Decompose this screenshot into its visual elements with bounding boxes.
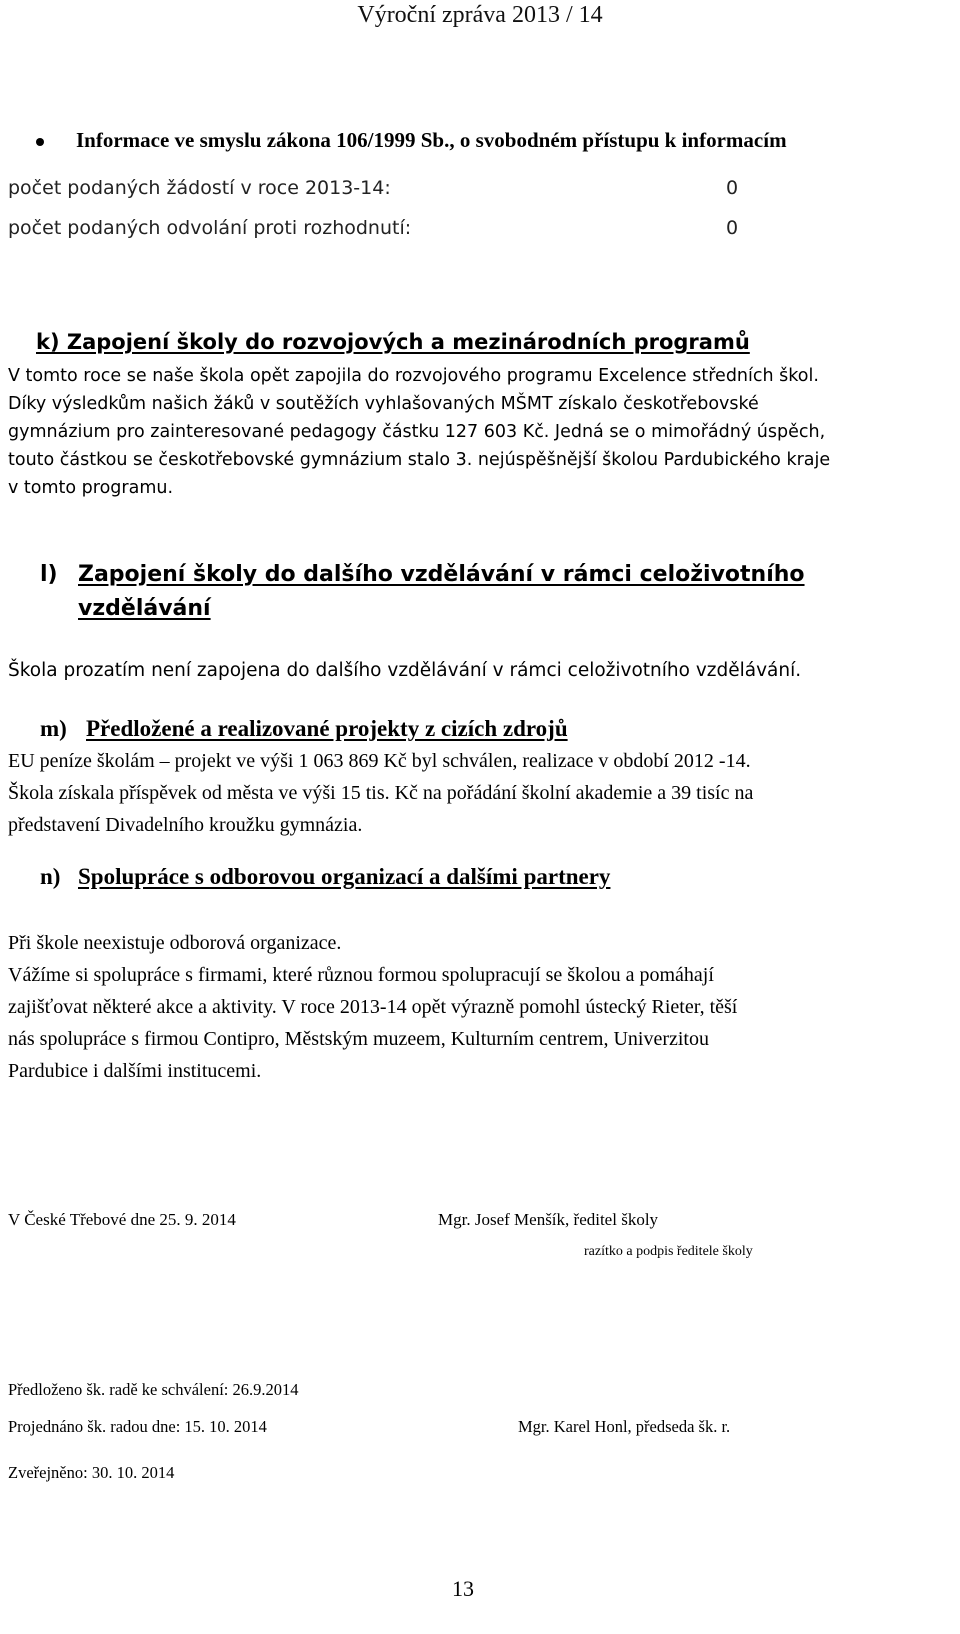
text-line: Díky výsledkům našich žáků v soutěžích vyhlašovaných MŠMT získalo českotřebovské [8, 394, 759, 414]
info-heading-rest: , o svobodném přístupu k informacím [449, 128, 787, 152]
info-row-value: 0 [726, 177, 739, 199]
text-line: představení Divadelního kroužku gymnázia. [8, 814, 363, 836]
board-chair: Mgr. Karel Honl, předseda šk. r. [518, 1417, 731, 1436]
text-line: gymnázium pro zainteresované pedagogy částku 127 603 Kč. Jedná se o mimořádný úspěch, [8, 422, 826, 442]
text-line: Vážíme si spolupráce s firmami, které různou formou spolupracují se školou a pomáhají [8, 964, 714, 986]
section-m-heading: Předložené a realizované projekty z cizích zdrojů [86, 716, 568, 741]
info-row-appeals [8, 217, 411, 239]
section-l-letter: l) [40, 562, 58, 587]
page-number: 13 [452, 1576, 474, 1601]
info-row-value: 0 [726, 217, 739, 239]
text-line: V tomto roce se naše škola opět zapojila do rozvojového programu Excelence středních škol. [8, 366, 819, 386]
text-line: zajišťovat některé akce a aktivity. V roce 2013-14 opět výrazně pomohl ústecký Rieter, těší [8, 996, 738, 1018]
info-heading-bold: Informace ve smyslu zákona 106/1999 Sb. [76, 128, 450, 152]
text-line: Při škole neexistuje odborová organizace. [8, 932, 342, 954]
bullet-icon [36, 138, 44, 146]
page-header-title: Výroční zpráva 2013 / 14 [357, 2, 603, 28]
place-date: V České Třebové dne 25. 9. 2014 [8, 1210, 236, 1229]
info-row-label: počet podaných odvolání proti rozhodnutí: [8, 217, 412, 239]
section-k-heading: k) Zapojení školy do rozvojových a mezinárodních programů [36, 330, 750, 354]
info-heading [36, 128, 787, 153]
text-line: EU peníze školám – projekt ve výši 1 063 869 Kč byl schválen, realizace v období 2012 -14. [8, 750, 751, 772]
info-row-requests [8, 177, 391, 199]
submitted-date: Předloženo šk. radě ke schválení: 26.9.2014 [8, 1380, 299, 1399]
text-line: nás spolupráce s firmou Contipro, Městským muzeem, Kulturním centrem, Univerzitou [8, 1028, 709, 1050]
section-m-text [8, 745, 953, 841]
signer-name: Mgr. Josef Menšík, ředitel školy [438, 1210, 659, 1229]
text-line: Pardubice i dalšími institucemi. [8, 1060, 262, 1082]
text-line: Škola získala příspěvek od města ve výši 15 tis. Kč na pořádání školní akademie a 39 tisíc na [8, 782, 754, 804]
discussed-date: Projednáno šk. radou dne: 15. 10. 2014 [8, 1417, 267, 1436]
section-l-heading-line1: Zapojení školy do dalšího vzdělávání v rámci celoživotního [78, 562, 805, 587]
section-n-text [8, 927, 953, 1087]
text-line: v tomto programu. [8, 478, 174, 498]
section-n-heading: Spolupráce s odborovou organizací a dalšími partnery [78, 864, 611, 889]
section-l-text: Škola prozatím není zapojena do dalšího vzdělávání v rámci celoživotního vzdělávání. [8, 660, 802, 681]
info-row-label: počet podaných žádostí v roce 2013-14: [8, 177, 391, 199]
stamp-note: razítko a podpis ředitele školy [584, 1244, 753, 1259]
section-n-letter: n) [40, 864, 61, 889]
section-l-heading-line2: vzdělávání [78, 596, 211, 621]
published-date: Zveřejněno: 30. 10. 2014 [8, 1463, 175, 1482]
section-m-letter: m) [40, 716, 67, 741]
section-k-text [8, 362, 953, 502]
text-line: touto částkou se českotřebovské gymnázium stalo 3. nejúspěšnější školou Pardubického kraje [8, 450, 831, 470]
